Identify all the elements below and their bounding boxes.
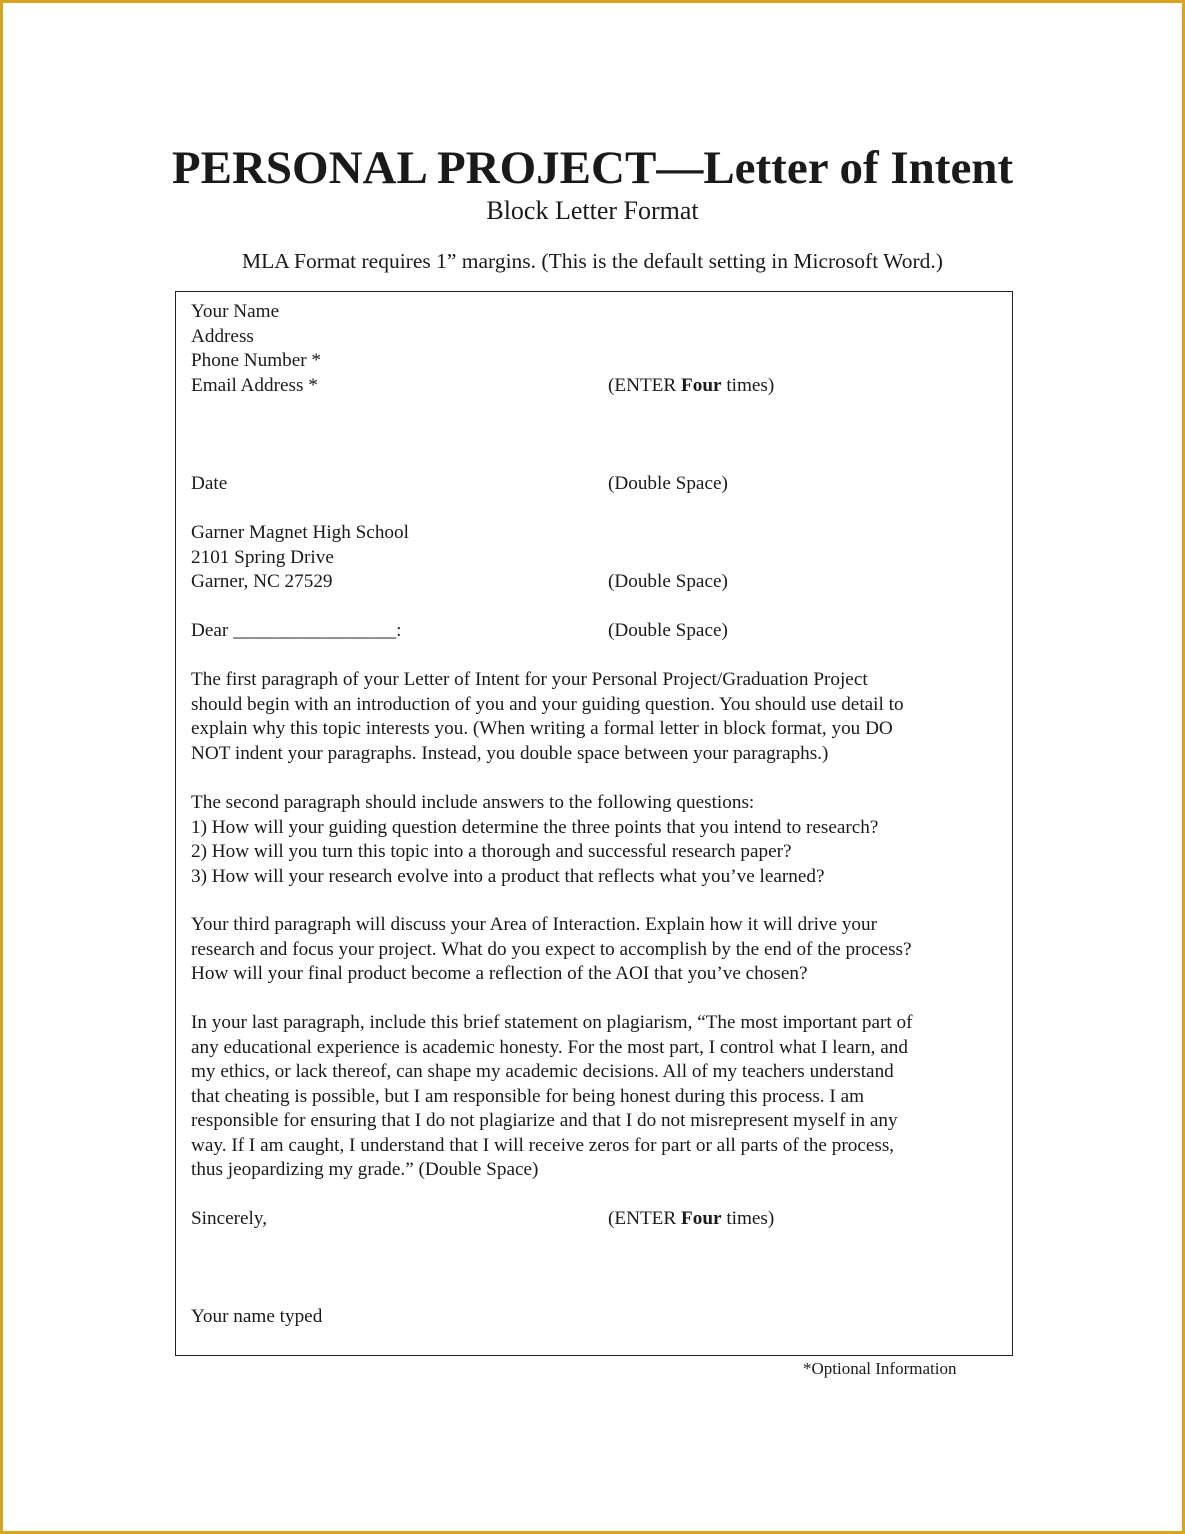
paragraph-4 (191, 1011, 912, 1183)
enter-four-times-note: (ENTER Four times) (608, 1208, 775, 1229)
text-line: that cheating is possible, but I am responsible for being honest during this process. I am (191, 1085, 865, 1107)
recipient-line-1: Garner Magnet High School (191, 522, 409, 543)
text-line: way. If I am caught, I understand that I will receive zeros for part or all parts of the process, (191, 1134, 895, 1156)
double-space-note: (Double Space) (608, 620, 728, 641)
text-line: Your third paragraph will discuss your Area of Interaction. Explain how it will drive your (191, 914, 877, 935)
text-line: 3) How will your research evolve into a product that reflects what you’ve learned? (191, 865, 825, 887)
text-line: responsible for ensuring that I do not plagiarize and that I do not misrepresent myself in any (191, 1110, 898, 1131)
text-line: The first paragraph of your Letter of Intent for your Personal Project/Graduation Project (191, 669, 868, 690)
margin-note: MLA Format requires 1” margins. (This is the default setting in Microsoft Word.) (242, 249, 943, 273)
sender-phone: Phone Number * (191, 350, 322, 371)
text-line: In your last paragraph, include this brief statement on plagiarism, “The most important part of (191, 1012, 913, 1033)
closing: Sincerely, (191, 1208, 268, 1229)
page-title: PERSONAL PROJECT—Letter of Intent (171, 142, 1014, 194)
enter-four-times-note: (ENTER Four times) (608, 375, 775, 396)
paragraph-3 (191, 913, 912, 987)
text-line: research and focus your project. What do you expect to accomplish by the end of the process? (191, 938, 912, 960)
recipient-line-3: Garner, NC 27529 (191, 571, 333, 592)
signature-line: Your name typed (191, 1306, 323, 1327)
text-line: any educational experience is academic honesty. For the most part, I control what I learn, and (191, 1036, 908, 1058)
paragraph-2 (191, 791, 878, 889)
text-line: 1) How will your guiding question determine the three points that you intend to research? (191, 816, 879, 838)
double-space-note: (Double Space) (608, 473, 728, 494)
text-line: thus jeopardizing my grade.” (Double Space) (191, 1159, 539, 1180)
sender-address: Address (191, 326, 254, 347)
text-line: should begin with an introduction of you and your guiding question. You should use detail to (191, 693, 904, 715)
sender-name: Your Name (191, 301, 280, 322)
text-line: 2) How will you turn this topic into a thorough and successful research paper? (191, 841, 792, 862)
sender-email: Email Address * (191, 375, 318, 396)
recipient-line-2: 2101 Spring Drive (191, 547, 334, 568)
text-line: my ethics, or lack thereof, can shape my academic decisions. All of my teachers understand (191, 1061, 894, 1082)
paragraph-1 (191, 668, 904, 766)
text-line: explain why this topic interests you. (When writing a formal letter in block format, you DO (191, 718, 893, 739)
date-line: Date (191, 473, 228, 494)
page-subtitle: Block Letter Format (486, 196, 699, 225)
text-line: How will your final product become a reflection of the AOI that you’ve chosen? (191, 963, 808, 984)
text-line: The second paragraph should include answers to the following questions: (191, 792, 755, 813)
double-space-note: (Double Space) (608, 571, 728, 592)
salutation: Dear _________________: (191, 620, 402, 641)
text-line: NOT indent your paragraphs. Instead, you double space between your paragraphs.) (191, 742, 829, 764)
optional-footnote: *Optional Information (803, 1359, 957, 1378)
